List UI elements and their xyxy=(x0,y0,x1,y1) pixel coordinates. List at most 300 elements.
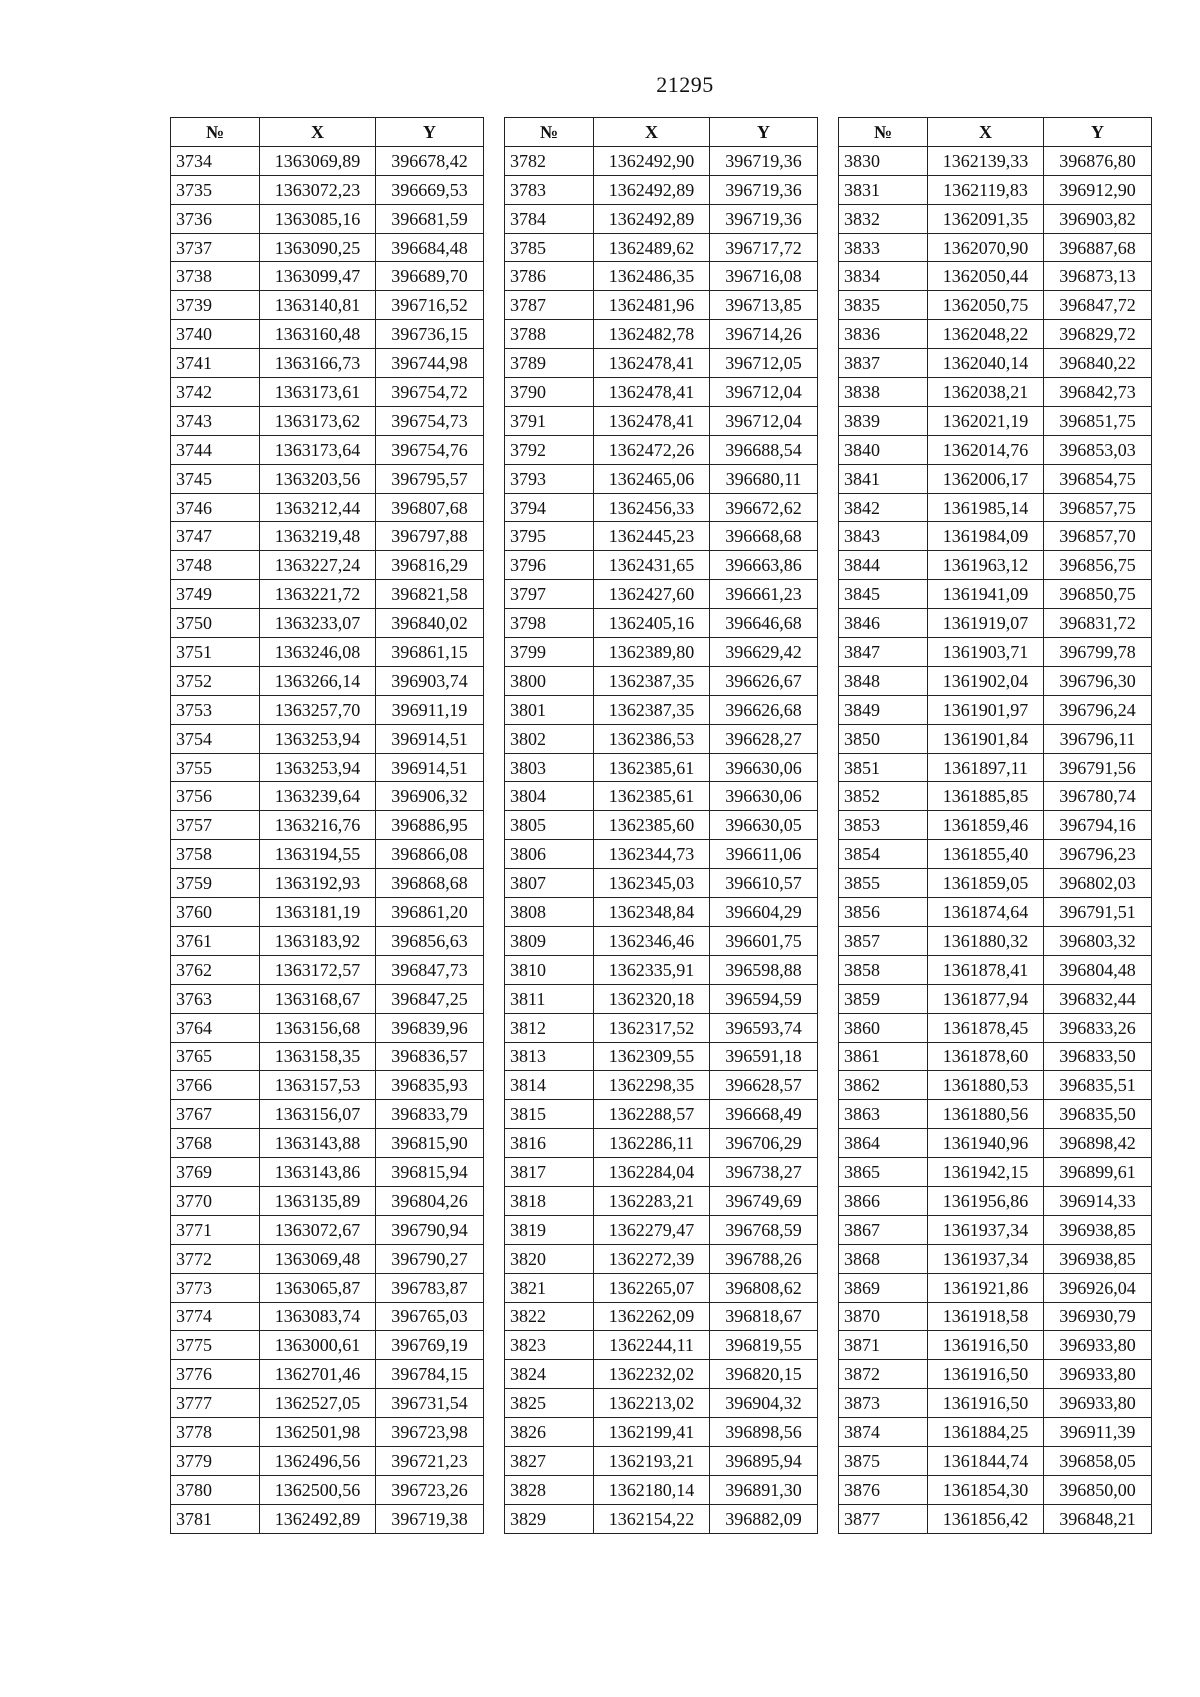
point-number: 3830 xyxy=(839,146,928,175)
x-coordinate: 1362272,39 xyxy=(594,1244,710,1273)
y-coordinate: 396850,75 xyxy=(1044,580,1152,609)
table-row xyxy=(505,840,818,869)
table-row xyxy=(171,724,484,753)
header-row xyxy=(171,118,484,147)
y-coordinate: 396933,80 xyxy=(1044,1331,1152,1360)
x-coordinate: 1362317,52 xyxy=(594,1013,710,1042)
point-number: 3771 xyxy=(171,1215,260,1244)
y-coordinate: 396820,15 xyxy=(710,1360,818,1389)
y-coordinate: 396832,44 xyxy=(1044,984,1152,1013)
y-coordinate: 396738,27 xyxy=(710,1158,818,1187)
point-number: 3807 xyxy=(505,869,594,898)
table-row xyxy=(839,724,1152,753)
table-row xyxy=(505,811,818,840)
table-row xyxy=(505,435,818,464)
y-coordinate: 396723,26 xyxy=(376,1475,484,1504)
point-number: 3867 xyxy=(839,1215,928,1244)
table-row xyxy=(171,320,484,349)
point-number: 3841 xyxy=(839,464,928,493)
table-row xyxy=(505,233,818,262)
table-row xyxy=(171,1186,484,1215)
table-row xyxy=(171,1100,484,1129)
point-number: 3814 xyxy=(505,1071,594,1100)
point-number: 3821 xyxy=(505,1273,594,1302)
x-coordinate: 1362427,60 xyxy=(594,580,710,609)
point-number: 3788 xyxy=(505,320,594,349)
x-coordinate: 1362335,91 xyxy=(594,955,710,984)
point-number: 3846 xyxy=(839,609,928,638)
point-number: 3815 xyxy=(505,1100,594,1129)
x-coordinate: 1363158,35 xyxy=(260,1042,376,1071)
table-row xyxy=(505,609,818,638)
x-coordinate: 1362465,06 xyxy=(594,464,710,493)
y-coordinate: 396816,29 xyxy=(376,551,484,580)
table-row xyxy=(839,1158,1152,1187)
point-number: 3824 xyxy=(505,1360,594,1389)
y-coordinate: 396853,03 xyxy=(1044,435,1152,464)
y-coordinate: 396887,68 xyxy=(1044,233,1152,262)
x-coordinate: 1363083,74 xyxy=(260,1302,376,1331)
x-coordinate: 1362492,89 xyxy=(594,204,710,233)
point-number: 3785 xyxy=(505,233,594,262)
y-coordinate: 396933,80 xyxy=(1044,1360,1152,1389)
x-coordinate: 1362213,02 xyxy=(594,1389,710,1418)
x-coordinate: 1363233,07 xyxy=(260,609,376,638)
x-coordinate: 1362405,16 xyxy=(594,609,710,638)
table-row xyxy=(171,609,484,638)
y-coordinate: 396717,72 xyxy=(710,233,818,262)
y-coordinate: 396610,57 xyxy=(710,869,818,898)
table-row xyxy=(171,1389,484,1418)
table-row xyxy=(505,493,818,522)
y-coordinate: 396684,48 xyxy=(376,233,484,262)
point-number: 3762 xyxy=(171,955,260,984)
y-coordinate: 396912,90 xyxy=(1044,175,1152,204)
y-coordinate: 396796,30 xyxy=(1044,666,1152,695)
x-coordinate: 1363069,48 xyxy=(260,1244,376,1273)
y-coordinate: 396630,05 xyxy=(710,811,818,840)
point-number: 3840 xyxy=(839,435,928,464)
table-row xyxy=(505,320,818,349)
point-number: 3769 xyxy=(171,1158,260,1187)
table-row xyxy=(505,580,818,609)
x-coordinate: 1363156,07 xyxy=(260,1100,376,1129)
table-row xyxy=(171,1215,484,1244)
x-coordinate: 1361984,09 xyxy=(928,522,1044,551)
point-number: 3778 xyxy=(171,1418,260,1447)
page-number: 21295 xyxy=(656,72,714,97)
table-row xyxy=(505,551,818,580)
y-coordinate: 396856,75 xyxy=(1044,551,1152,580)
table-row xyxy=(839,551,1152,580)
table-row xyxy=(171,1273,484,1302)
y-coordinate: 396831,72 xyxy=(1044,609,1152,638)
table-row xyxy=(171,666,484,695)
y-coordinate: 396836,57 xyxy=(376,1042,484,1071)
point-number: 3837 xyxy=(839,349,928,378)
y-coordinate: 396796,11 xyxy=(1044,724,1152,753)
table-row xyxy=(839,378,1152,407)
y-coordinate: 396839,96 xyxy=(376,1013,484,1042)
y-coordinate: 396796,23 xyxy=(1044,840,1152,869)
y-coordinate: 396840,02 xyxy=(376,609,484,638)
table-row xyxy=(505,378,818,407)
point-number: 3834 xyxy=(839,262,928,291)
point-number: 3735 xyxy=(171,175,260,204)
x-coordinate: 1363203,56 xyxy=(260,464,376,493)
y-coordinate: 396630,06 xyxy=(710,782,818,811)
table-row xyxy=(171,926,484,955)
y-coordinate: 396857,70 xyxy=(1044,522,1152,551)
header-y: Y xyxy=(376,118,484,147)
y-coordinate: 396799,78 xyxy=(1044,638,1152,667)
x-coordinate: 1363143,88 xyxy=(260,1129,376,1158)
y-coordinate: 396873,13 xyxy=(1044,262,1152,291)
x-coordinate: 1363085,16 xyxy=(260,204,376,233)
point-number: 3827 xyxy=(505,1446,594,1475)
x-coordinate: 1363194,55 xyxy=(260,840,376,869)
table-row xyxy=(171,435,484,464)
y-coordinate: 396847,73 xyxy=(376,955,484,984)
y-coordinate: 396611,06 xyxy=(710,840,818,869)
y-coordinate: 396866,08 xyxy=(376,840,484,869)
x-coordinate: 1362193,21 xyxy=(594,1446,710,1475)
table-row xyxy=(505,724,818,753)
table-row xyxy=(839,666,1152,695)
x-coordinate: 1363246,08 xyxy=(260,638,376,667)
table-row xyxy=(839,840,1152,869)
table-row xyxy=(839,406,1152,435)
x-coordinate: 1363072,67 xyxy=(260,1215,376,1244)
y-coordinate: 396818,67 xyxy=(710,1302,818,1331)
point-number: 3755 xyxy=(171,753,260,782)
table-row xyxy=(505,1042,818,1071)
x-coordinate: 1363156,68 xyxy=(260,1013,376,1042)
point-number: 3749 xyxy=(171,580,260,609)
table-row xyxy=(505,869,818,898)
x-coordinate: 1361880,32 xyxy=(928,926,1044,955)
table-row xyxy=(839,753,1152,782)
x-coordinate: 1362385,60 xyxy=(594,811,710,840)
table-row xyxy=(505,1244,818,1273)
y-coordinate: 396628,27 xyxy=(710,724,818,753)
x-coordinate: 1363227,24 xyxy=(260,551,376,580)
x-coordinate: 1362492,89 xyxy=(594,175,710,204)
y-coordinate: 396646,68 xyxy=(710,609,818,638)
x-coordinate: 1362048,22 xyxy=(928,320,1044,349)
coordinates-table-2 xyxy=(504,117,818,1534)
coordinates-table-3 xyxy=(838,117,1152,1534)
point-number: 3868 xyxy=(839,1244,928,1273)
y-coordinate: 396795,57 xyxy=(376,464,484,493)
point-number: 3822 xyxy=(505,1302,594,1331)
table-row xyxy=(171,378,484,407)
y-coordinate: 396680,11 xyxy=(710,464,818,493)
x-coordinate: 1361921,86 xyxy=(928,1273,1044,1302)
table-row xyxy=(171,811,484,840)
point-number: 3869 xyxy=(839,1273,928,1302)
x-coordinate: 1361903,71 xyxy=(928,638,1044,667)
y-coordinate: 396604,29 xyxy=(710,898,818,927)
table-row xyxy=(505,1013,818,1042)
x-coordinate: 1361901,97 xyxy=(928,695,1044,724)
table-row xyxy=(839,1475,1152,1504)
y-coordinate: 396903,82 xyxy=(1044,204,1152,233)
y-coordinate: 396629,42 xyxy=(710,638,818,667)
x-coordinate: 1362492,90 xyxy=(594,146,710,175)
table-row xyxy=(505,146,818,175)
x-coordinate: 1362387,35 xyxy=(594,666,710,695)
point-number: 3791 xyxy=(505,406,594,435)
point-number: 3816 xyxy=(505,1129,594,1158)
x-coordinate: 1362346,46 xyxy=(594,926,710,955)
y-coordinate: 396804,26 xyxy=(376,1186,484,1215)
point-number: 3831 xyxy=(839,175,928,204)
point-number: 3752 xyxy=(171,666,260,695)
table-row xyxy=(171,1244,484,1273)
y-coordinate: 396669,53 xyxy=(376,175,484,204)
x-coordinate: 1362701,46 xyxy=(260,1360,376,1389)
table-row xyxy=(505,638,818,667)
point-number: 3848 xyxy=(839,666,928,695)
x-coordinate: 1362385,61 xyxy=(594,753,710,782)
point-number: 3793 xyxy=(505,464,594,493)
table-row xyxy=(505,1129,818,1158)
y-coordinate: 396807,68 xyxy=(376,493,484,522)
y-coordinate: 396721,23 xyxy=(376,1446,484,1475)
table-row xyxy=(171,493,484,522)
x-coordinate: 1361985,14 xyxy=(928,493,1044,522)
table-row xyxy=(839,1071,1152,1100)
x-coordinate: 1362091,35 xyxy=(928,204,1044,233)
y-coordinate: 396791,56 xyxy=(1044,753,1152,782)
x-coordinate: 1361880,53 xyxy=(928,1071,1044,1100)
x-coordinate: 1361963,12 xyxy=(928,551,1044,580)
x-coordinate: 1362478,41 xyxy=(594,406,710,435)
y-coordinate: 396791,51 xyxy=(1044,898,1152,927)
y-coordinate: 396876,80 xyxy=(1044,146,1152,175)
point-number: 3798 xyxy=(505,609,594,638)
table-row xyxy=(839,1302,1152,1331)
point-number: 3856 xyxy=(839,898,928,927)
point-number: 3750 xyxy=(171,609,260,638)
point-number: 3813 xyxy=(505,1042,594,1071)
table-row xyxy=(171,580,484,609)
y-coordinate: 396857,75 xyxy=(1044,493,1152,522)
table-row xyxy=(505,1389,818,1418)
y-coordinate: 396790,94 xyxy=(376,1215,484,1244)
point-number: 3864 xyxy=(839,1129,928,1158)
y-coordinate: 396808,62 xyxy=(710,1273,818,1302)
point-number: 3792 xyxy=(505,435,594,464)
y-coordinate: 396688,54 xyxy=(710,435,818,464)
point-number: 3806 xyxy=(505,840,594,869)
point-number: 3795 xyxy=(505,522,594,551)
y-coordinate: 396668,49 xyxy=(710,1100,818,1129)
x-coordinate: 1363000,61 xyxy=(260,1331,376,1360)
x-coordinate: 1363257,70 xyxy=(260,695,376,724)
y-coordinate: 396754,72 xyxy=(376,378,484,407)
header-x: X xyxy=(260,118,376,147)
x-coordinate: 1362389,80 xyxy=(594,638,710,667)
table-row xyxy=(171,1446,484,1475)
point-number: 3743 xyxy=(171,406,260,435)
x-coordinate: 1362527,05 xyxy=(260,1389,376,1418)
x-coordinate: 1362021,19 xyxy=(928,406,1044,435)
y-coordinate: 396842,73 xyxy=(1044,378,1152,407)
y-coordinate: 396933,80 xyxy=(1044,1389,1152,1418)
point-number: 3835 xyxy=(839,291,928,320)
x-coordinate: 1361916,50 xyxy=(928,1331,1044,1360)
y-coordinate: 396829,72 xyxy=(1044,320,1152,349)
point-number: 3829 xyxy=(505,1504,594,1533)
x-coordinate: 1363168,67 xyxy=(260,984,376,1013)
y-coordinate: 396882,09 xyxy=(710,1504,818,1533)
point-number: 3759 xyxy=(171,869,260,898)
table-row xyxy=(171,1158,484,1187)
x-coordinate: 1363239,64 xyxy=(260,782,376,811)
x-coordinate: 1362478,41 xyxy=(594,349,710,378)
y-coordinate: 396938,85 xyxy=(1044,1244,1152,1273)
table-row xyxy=(505,349,818,378)
y-coordinate: 396835,93 xyxy=(376,1071,484,1100)
x-coordinate: 1361916,50 xyxy=(928,1389,1044,1418)
table-row xyxy=(171,1475,484,1504)
point-number: 3768 xyxy=(171,1129,260,1158)
x-coordinate: 1363173,64 xyxy=(260,435,376,464)
point-number: 3804 xyxy=(505,782,594,811)
point-number: 3803 xyxy=(505,753,594,782)
y-coordinate: 396788,26 xyxy=(710,1244,818,1273)
point-number: 3861 xyxy=(839,1042,928,1071)
x-coordinate: 1361940,96 xyxy=(928,1129,1044,1158)
y-coordinate: 396744,98 xyxy=(376,349,484,378)
table-row xyxy=(171,840,484,869)
point-number: 3761 xyxy=(171,926,260,955)
x-coordinate: 1362492,89 xyxy=(260,1504,376,1533)
point-number: 3854 xyxy=(839,840,928,869)
point-number: 3746 xyxy=(171,493,260,522)
table-row xyxy=(839,435,1152,464)
table-row xyxy=(505,522,818,551)
table-row xyxy=(839,291,1152,320)
x-coordinate: 1363173,61 xyxy=(260,378,376,407)
point-number: 3780 xyxy=(171,1475,260,1504)
x-coordinate: 1361878,45 xyxy=(928,1013,1044,1042)
y-coordinate: 396911,39 xyxy=(1044,1418,1152,1447)
y-coordinate: 396930,79 xyxy=(1044,1302,1152,1331)
y-coordinate: 396861,20 xyxy=(376,898,484,927)
point-number: 3782 xyxy=(505,146,594,175)
point-number: 3818 xyxy=(505,1186,594,1215)
point-number: 3742 xyxy=(171,378,260,407)
y-coordinate: 396784,15 xyxy=(376,1360,484,1389)
x-coordinate: 1363181,19 xyxy=(260,898,376,927)
y-coordinate: 396926,04 xyxy=(1044,1273,1152,1302)
y-coordinate: 396593,74 xyxy=(710,1013,818,1042)
point-number: 3763 xyxy=(171,984,260,1013)
y-coordinate: 396706,29 xyxy=(710,1129,818,1158)
x-coordinate: 1361859,05 xyxy=(928,869,1044,898)
y-coordinate: 396898,56 xyxy=(710,1418,818,1447)
table-row xyxy=(505,175,818,204)
x-coordinate: 1362320,18 xyxy=(594,984,710,1013)
header-row xyxy=(505,118,818,147)
y-coordinate: 396681,59 xyxy=(376,204,484,233)
x-coordinate: 1362348,84 xyxy=(594,898,710,927)
x-coordinate: 1361941,09 xyxy=(928,580,1044,609)
point-number: 3772 xyxy=(171,1244,260,1273)
table-row xyxy=(505,1331,818,1360)
point-number: 3777 xyxy=(171,1389,260,1418)
point-number: 3744 xyxy=(171,435,260,464)
x-coordinate: 1363143,86 xyxy=(260,1158,376,1187)
table-row xyxy=(171,1360,484,1389)
point-number: 3828 xyxy=(505,1475,594,1504)
y-coordinate: 396663,86 xyxy=(710,551,818,580)
point-number: 3760 xyxy=(171,898,260,927)
x-coordinate: 1363173,62 xyxy=(260,406,376,435)
y-coordinate: 396914,51 xyxy=(376,753,484,782)
point-number: 3776 xyxy=(171,1360,260,1389)
x-coordinate: 1362244,11 xyxy=(594,1331,710,1360)
header-number: № xyxy=(839,118,928,147)
point-number: 3764 xyxy=(171,1013,260,1042)
x-coordinate: 1361855,40 xyxy=(928,840,1044,869)
x-coordinate: 1363099,47 xyxy=(260,262,376,291)
y-coordinate: 396780,74 xyxy=(1044,782,1152,811)
point-number: 3802 xyxy=(505,724,594,753)
x-coordinate: 1361937,34 xyxy=(928,1215,1044,1244)
x-coordinate: 1362496,56 xyxy=(260,1446,376,1475)
x-coordinate: 1363157,53 xyxy=(260,1071,376,1100)
x-coordinate: 1363065,87 xyxy=(260,1273,376,1302)
x-coordinate: 1361885,85 xyxy=(928,782,1044,811)
y-coordinate: 396856,63 xyxy=(376,926,484,955)
y-coordinate: 396713,85 xyxy=(710,291,818,320)
table-row xyxy=(839,1418,1152,1447)
y-coordinate: 396851,75 xyxy=(1044,406,1152,435)
x-coordinate: 1362279,47 xyxy=(594,1215,710,1244)
y-coordinate: 396754,73 xyxy=(376,406,484,435)
point-number: 3855 xyxy=(839,869,928,898)
table-row xyxy=(839,233,1152,262)
point-number: 3758 xyxy=(171,840,260,869)
y-coordinate: 396895,94 xyxy=(710,1446,818,1475)
x-coordinate: 1363221,72 xyxy=(260,580,376,609)
point-number: 3817 xyxy=(505,1158,594,1187)
x-coordinate: 1362472,26 xyxy=(594,435,710,464)
y-coordinate: 396858,05 xyxy=(1044,1446,1152,1475)
point-number: 3748 xyxy=(171,551,260,580)
x-coordinate: 1363253,94 xyxy=(260,753,376,782)
y-coordinate: 396783,87 xyxy=(376,1273,484,1302)
point-number: 3860 xyxy=(839,1013,928,1042)
table-row xyxy=(839,1042,1152,1071)
table-row xyxy=(171,522,484,551)
table-row xyxy=(171,175,484,204)
x-coordinate: 1363216,76 xyxy=(260,811,376,840)
table-row xyxy=(839,349,1152,378)
table-row xyxy=(505,204,818,233)
y-coordinate: 396626,67 xyxy=(710,666,818,695)
x-coordinate: 1362486,35 xyxy=(594,262,710,291)
table-row xyxy=(171,1129,484,1158)
x-coordinate: 1362050,75 xyxy=(928,291,1044,320)
x-coordinate: 1361937,34 xyxy=(928,1244,1044,1273)
table-row xyxy=(505,406,818,435)
y-coordinate: 396628,57 xyxy=(710,1071,818,1100)
